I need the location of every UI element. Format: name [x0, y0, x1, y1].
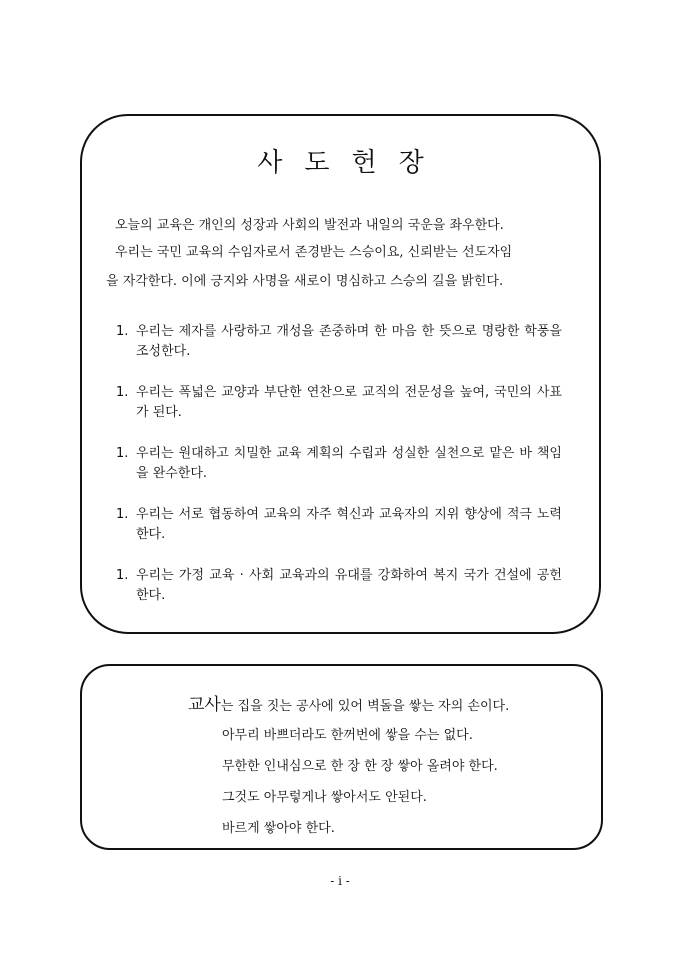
- motto-line: 그것도 아무렇게나 쌓아서도 안된다.: [222, 790, 427, 805]
- item-number: 1.: [116, 446, 129, 461]
- motto-line: 무한한 인내심으로 한 장 한 장 쌓아 올려야 한다.: [222, 759, 498, 774]
- motto-lead: [188, 690, 509, 715]
- item-number: 1.: [116, 507, 129, 522]
- charter-item: [116, 383, 562, 423]
- intro-line-3: 을 자각한다. 이에 긍지와 사명을 새로이 명심하고 스승의 길을 밝힌다.: [106, 274, 504, 289]
- item-text: 우리는 가정 교육 · 사회 교육과의 유대를 강화하여 복지 국가 건설에 공헌한다.: [136, 568, 562, 603]
- charter-title: 사도헌장: [257, 148, 446, 178]
- item-number: 1.: [116, 568, 129, 583]
- page-number: - i -: [330, 874, 350, 888]
- motto-lead-word: 교사: [188, 695, 221, 715]
- motto-line: 바르게 쌓아야 한다.: [222, 821, 335, 836]
- item-text: 우리는 서로 협동하여 교육의 자주 혁신과 교육자의 지위 향상에 적극 노력한다.: [136, 507, 562, 542]
- charter-item: [116, 505, 562, 545]
- item-text: 우리는 제자를 사랑하고 개성을 존중하며 한 마음 한 뜻으로 명랑한 학풍을 조성한다.: [136, 324, 562, 359]
- item-text: 우리는 폭넓은 교양과 부단한 연찬으로 교직의 전문성을 높여, 국민의 사표가 된다.: [136, 385, 562, 420]
- item-text: 우리는 원대하고 치밀한 교육 계획의 수립과 성실한 실천으로 맡은 바 책임을 완수한다.: [136, 446, 562, 481]
- charter-item: [116, 322, 562, 362]
- item-number: 1.: [116, 324, 129, 339]
- charter-item: [116, 566, 562, 606]
- motto-line: 아무리 바쁘더라도 한꺼번에 쌓을 수는 없다.: [222, 728, 473, 743]
- motto-lead-rest: 는 집을 짓는 공사에 있어 벽돌을 쌓는 자의 손이다.: [220, 699, 510, 714]
- intro-line-1: 오늘의 교육은 개인의 성장과 사회의 발전과 내일의 국운을 좌우한다.: [115, 218, 504, 233]
- charter-item: [116, 444, 562, 484]
- intro-line-2: 우리는 국민 교육의 수임자로서 존경받는 스승이요, 신뢰받는 선도자임: [115, 245, 513, 260]
- item-number: 1.: [116, 385, 129, 400]
- charter-box: [80, 114, 601, 634]
